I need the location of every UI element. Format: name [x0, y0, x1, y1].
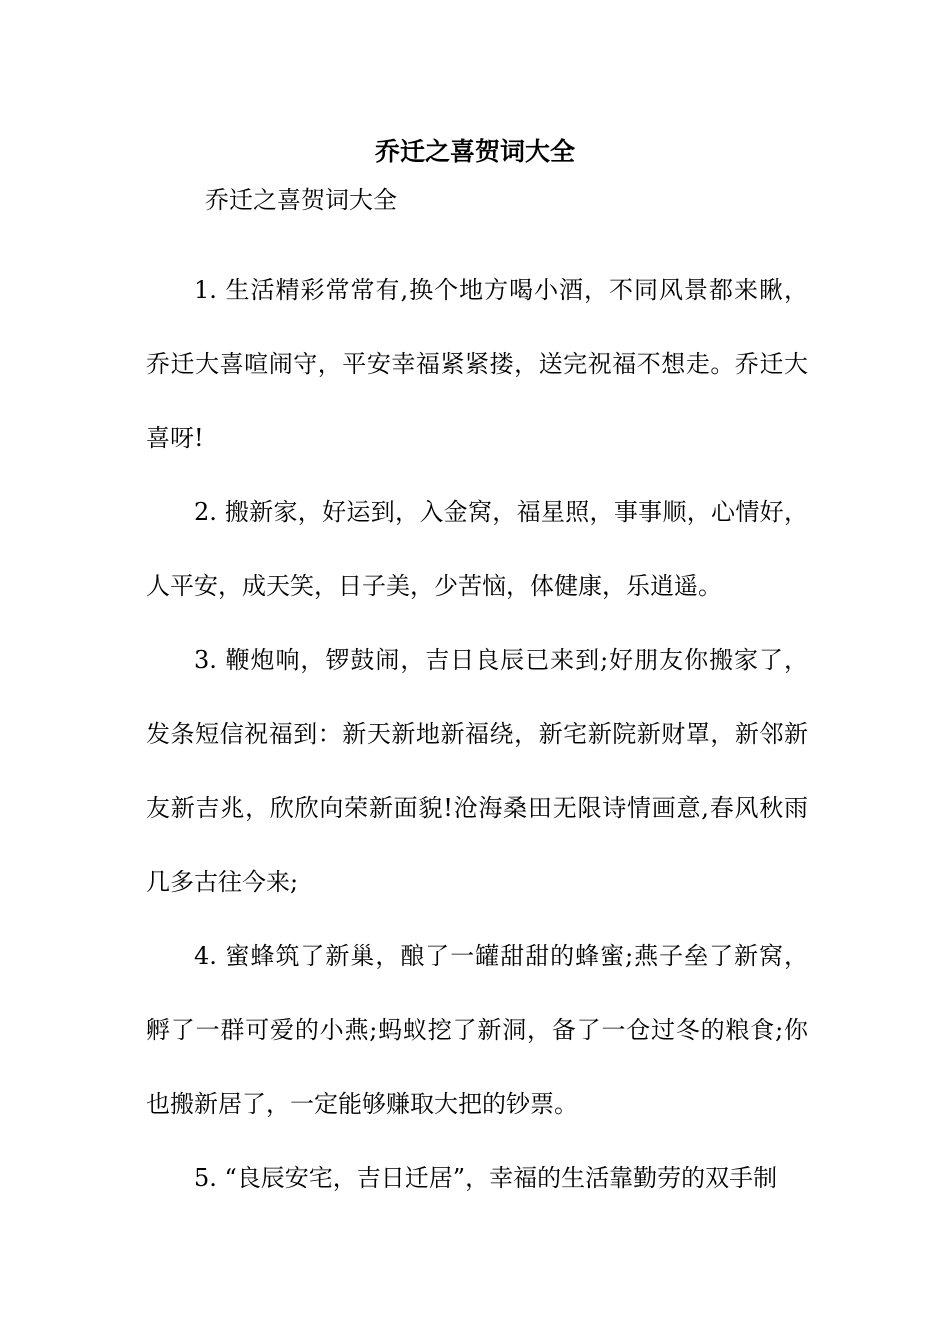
- paragraph-2: 2. 搬新家，好运到，入金窝，福星照，事事顺，心情好，人平安，成天笑，日子美，少苦恼，体健康，乐逍遥。: [146, 498, 808, 600]
- document-body: [146, 253, 808, 1215]
- document-subtitle: 乔迁之喜贺词大全: [205, 186, 397, 214]
- paragraph-4: 4. 蜜蜂筑了新巢，酿了一罐甜甜的蜂蜜;燕子垒了新窝，孵了一群可爱的小燕;蚂蚁挖了新洞，备了一仓过冬的粮食;你也搬新居了，一定能够赚取大把的钞票。: [146, 942, 808, 1118]
- document-title: 乔迁之喜贺词大全: [374, 137, 575, 166]
- paragraph-1: 1. 生活精彩常常有,换个地方喝小酒，不同风景都来瞅，乔迁大喜喧闹守，平安幸福紧紧搂，送完祝福不想走。乔迁大喜呀!: [146, 276, 808, 452]
- paragraph-5: 5. “良辰安宅，吉日迁居”，幸福的生活靠勤劳的双手制: [194, 1164, 778, 1192]
- paragraph-3: 3. 鞭炮响，锣鼓闹，吉日良辰已来到;好朋友你搬家了，发条短信祝福到：新天新地新福绕，新宅新院新财罩，新邻新友新吉兆，欣欣向荣新面貌!沧海桑田无限诗情画意,春风秋雨几多古往今来;: [146, 646, 808, 896]
